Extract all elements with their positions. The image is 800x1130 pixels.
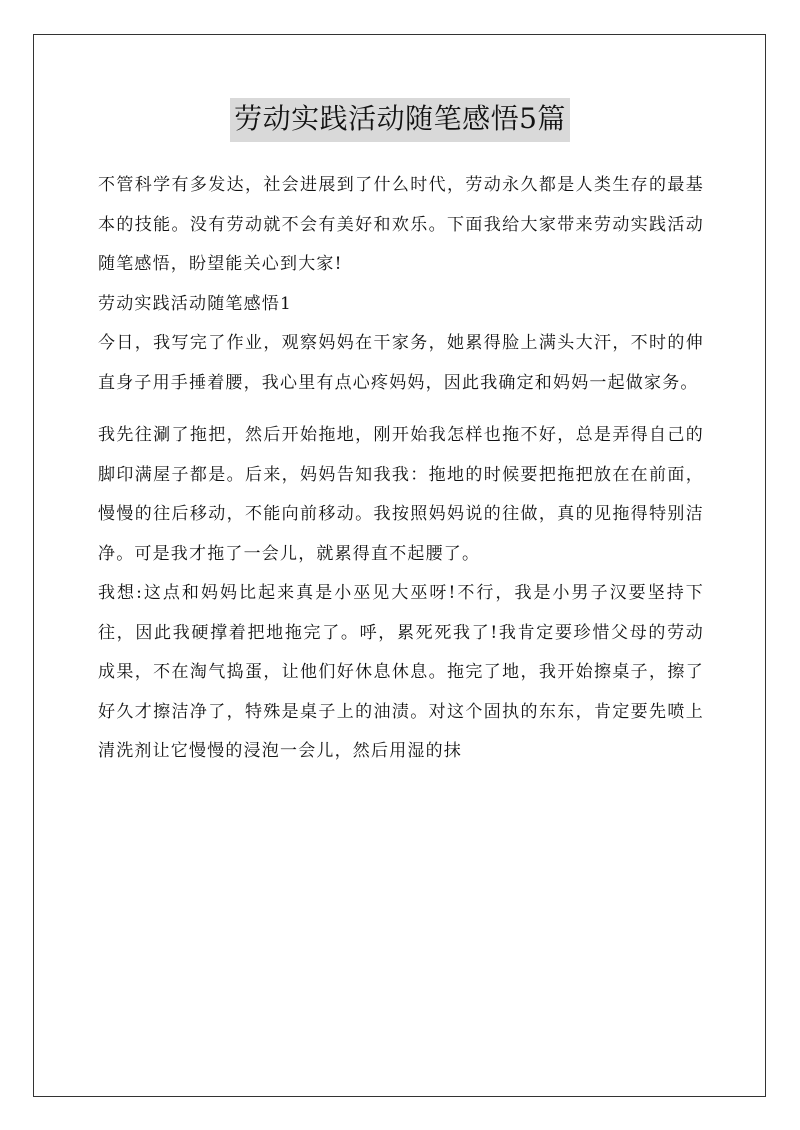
intro-paragraph: 不管科学有多发达，社会进展到了什么时代，劳动永久都是人类生存的最基本的技能。没有劳动就不会有美好和欢乐。下面我给大家带来劳动实践活动随笔感悟，盼望能关心到大家! bbox=[98, 175, 704, 274]
body-paragraph-1: 今日，我写完了作业，观察妈妈在干家务，她累得脸上满头大汗，不时的伸直身子用手捶着腰，我心里有点心疼妈妈，因此我确定和妈妈一起做家务。 bbox=[98, 333, 704, 393]
document-title: 劳动实践活动随笔感悟5篇 bbox=[230, 98, 570, 142]
section-heading: 劳动实践活动随笔感悟1 bbox=[98, 293, 293, 314]
body-paragraph-2: 我先往涮了拖把，然后开始拖地，刚开始我怎样也拖不好，总是弄得自己的脚印满屋子都是。后来，妈妈告知我我：拖地的时候要把拖把放在在前面，慢慢的往后移动，不能向前移动。我按照妈妈说的往做，真的见拖得特别洁净。可是我才拖了一会儿，就累得直不起腰了。 bbox=[98, 425, 704, 564]
document-body bbox=[98, 166, 704, 772]
body-paragraph-3: 我想:这点和妈妈比起来真是小巫见大巫呀!不行，我是小男子汉要坚持下往，因此我硬撑着把地拖完了。呼，累死死我了!我肯定要珍惜父母的劳动成果，不在淘气捣蛋，让他们好休息休息。拖完了地，我开始擦桌子，擦了好久才擦洁净了，特殊是桌子上的油渍。对这个固执的东东，肯定要先喷上清洗剂让它慢慢的浸泡一会儿，然后用湿的抹 bbox=[98, 583, 704, 761]
title-container bbox=[0, 98, 800, 142]
